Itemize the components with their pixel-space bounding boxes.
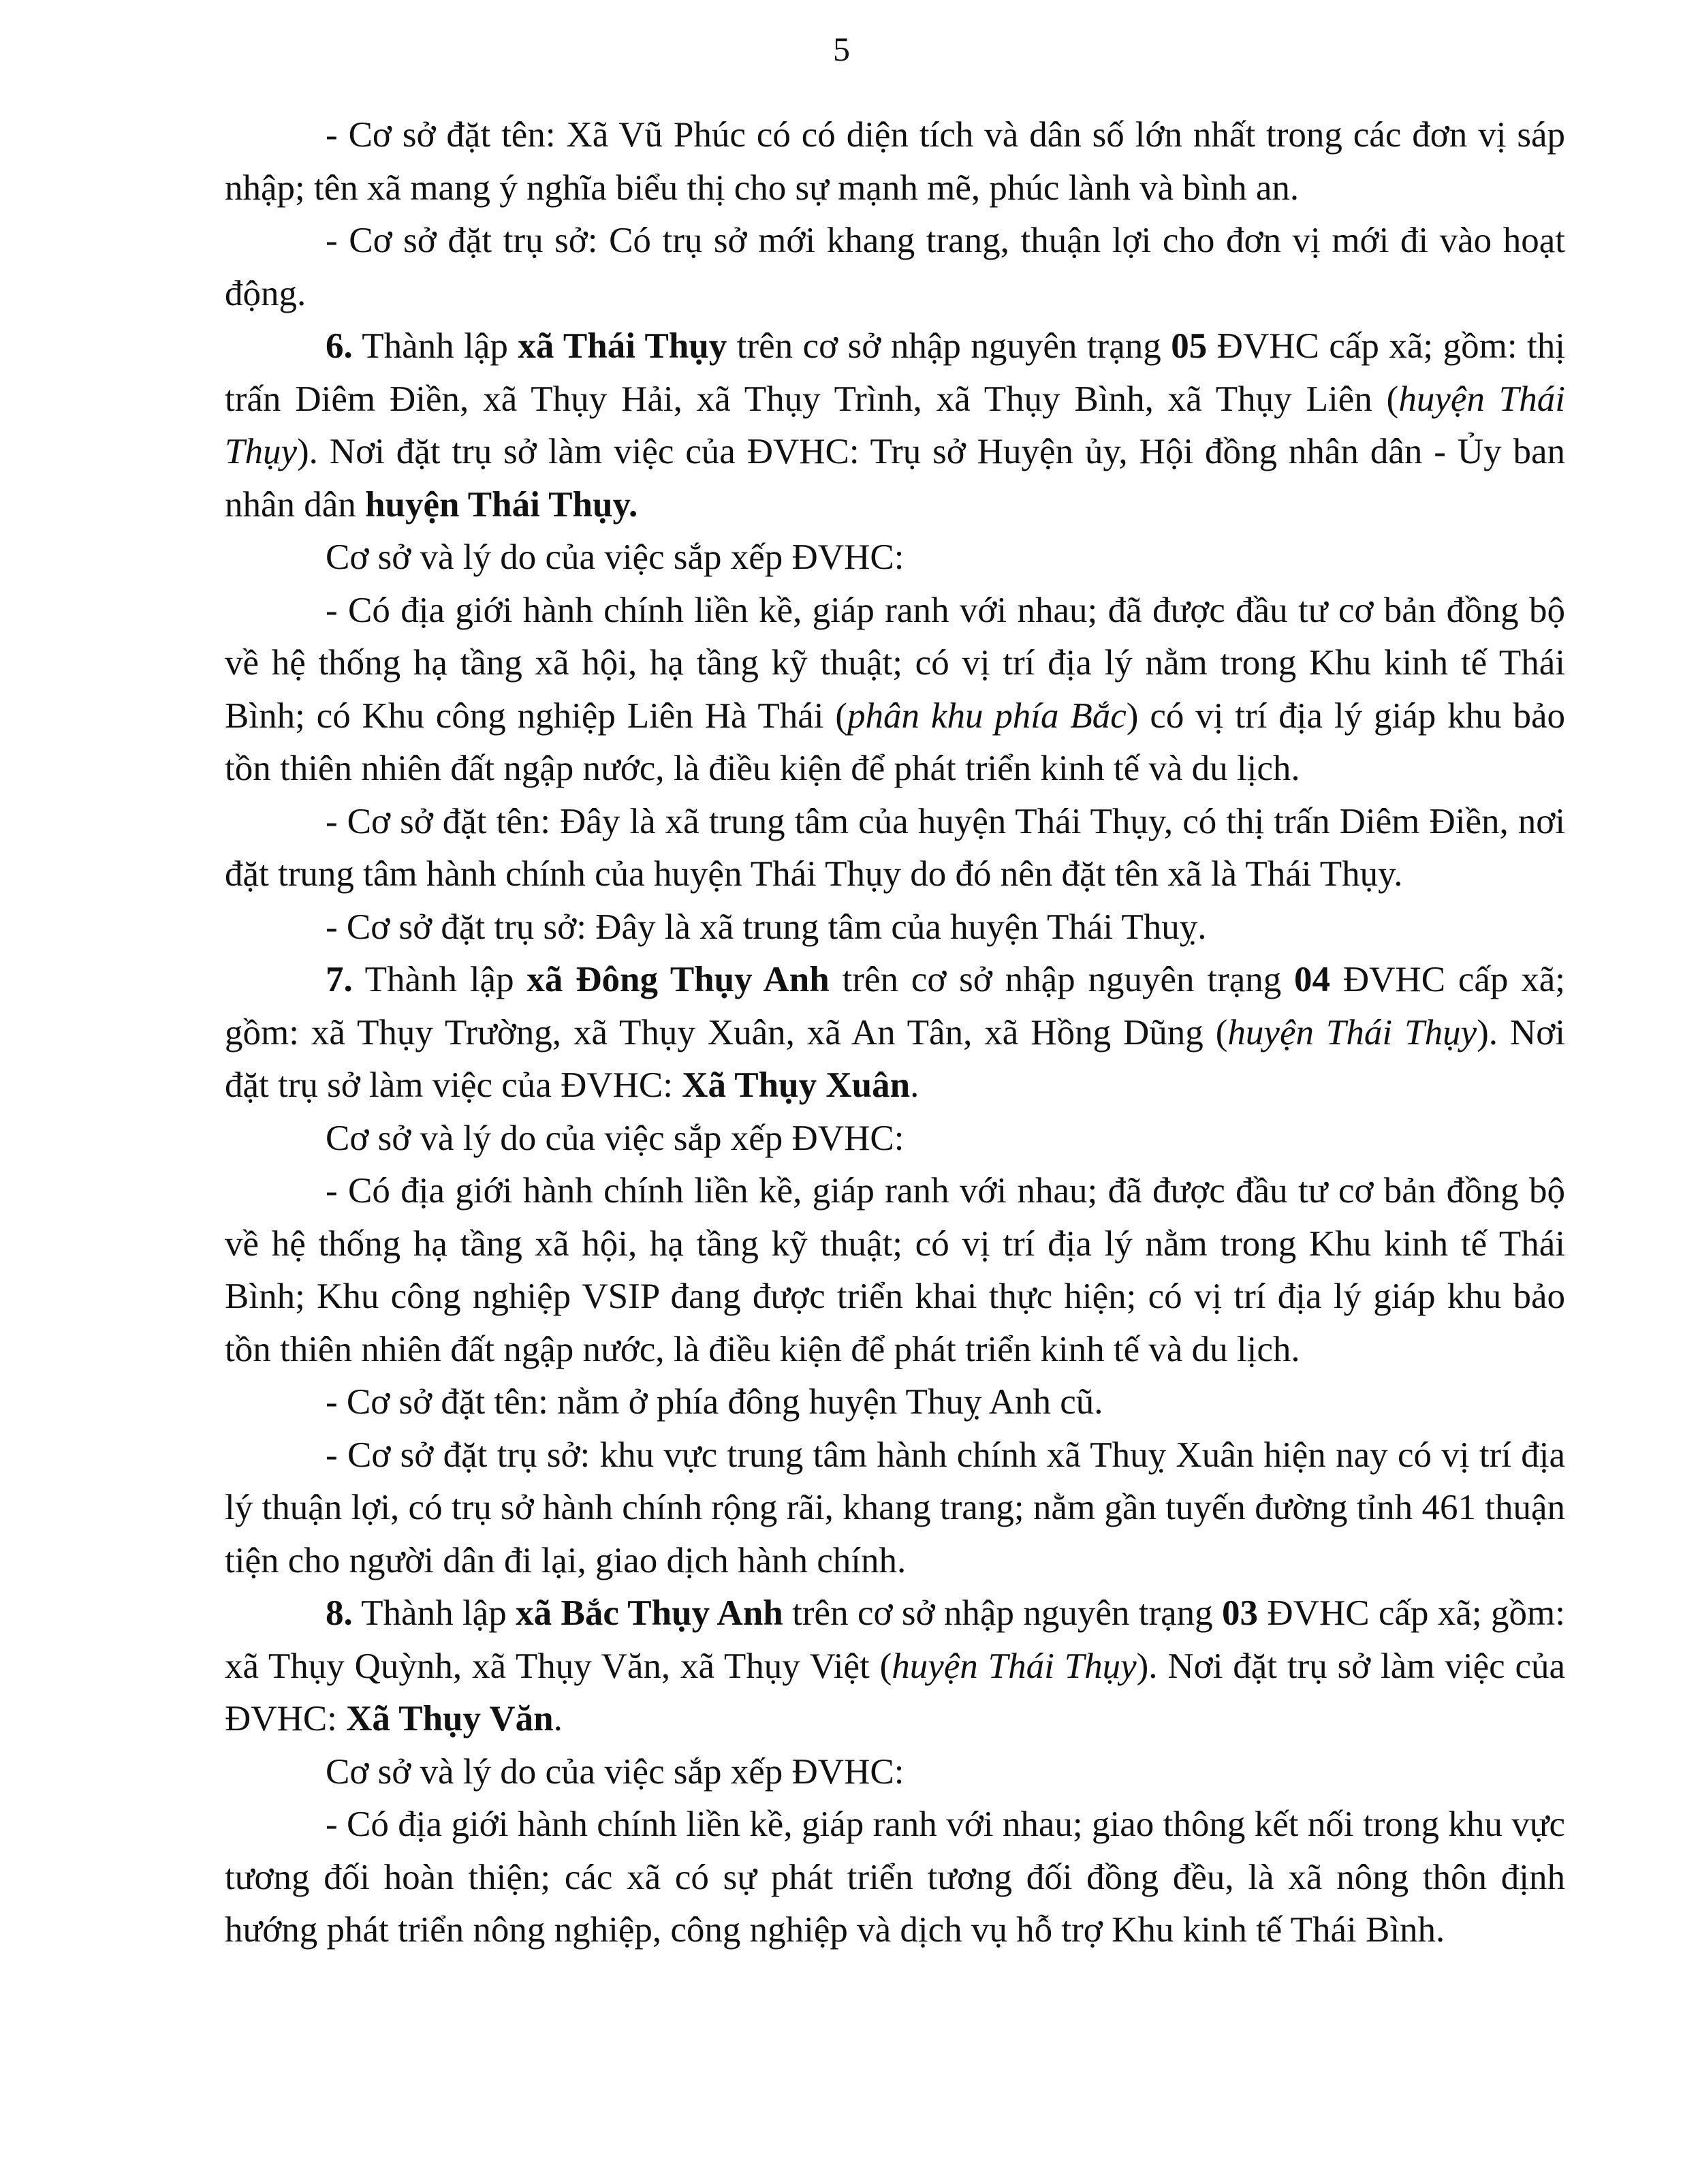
text-run: - Có địa giới hành chính liền kề, giáp ranh với nhau; đã được đầu tư cơ bản đồng bộ về hệ thống hạ tầng xã hội, hạ tầng kỹ thuật; có vị trí địa lý nằm trong Khu kinh tế Thái Bình; có Khu công nghiệp Liên Hà Thái ( [225, 590, 1565, 736]
paragraph [225, 954, 1565, 1112]
text-run: Thành lập [352, 326, 518, 366]
bold-text: 6. [326, 326, 353, 366]
paragraph [225, 796, 1565, 901]
page-number: 5 [833, 30, 850, 68]
text-run: - Có địa giới hành chính liền kề, giáp ranh với nhau; giao thông kết nối trong khu vực tương đối hoàn thiện; các xã có sự phát triển tương đối đồng đều, là xã nông thôn định hướng phát triển nông nghiệp, công nghiệp và dịch vụ hỗ trợ Khu kinh tế Thái Bình. [225, 1805, 1565, 1950]
bold-text: xã Bắc Thụy Anh [516, 1593, 783, 1633]
bold-text: xã Đông Thụy Anh [526, 960, 830, 999]
text-run: Cơ sở và lý do của việc sắp xếp ĐVHC: [326, 1118, 905, 1158]
document-body [225, 109, 1565, 1957]
text-run: Cơ sở và lý do của việc sắp xếp ĐVHC: [326, 1751, 905, 1792]
text-run: . [553, 1699, 563, 1738]
paragraph [225, 531, 1565, 584]
text-run: trên cơ sở nhập nguyên trạng [829, 960, 1295, 999]
italic-text: huyện Thái Thụy [1227, 1012, 1477, 1052]
bold-text: 04 [1294, 960, 1331, 999]
text-run: ĐVHC cấp xã; gồm: xã Thụy Quỳnh, xã Thụy Văn, xã Thụy Việt ( [225, 1593, 1565, 1686]
text-run: - Cơ sở đặt trụ sở: Đây là xã trung tâm của huyện Thái Thuỵ. [326, 907, 1207, 947]
text-run: ĐVHC cấp xã; gồm: thị trấn Diêm Điền, xã Thụy Hải, xã Thụy Trình, xã Thụy Bình, xã Thụy Liên ( [225, 326, 1565, 419]
text-run: ). Nơi đặt trụ sở làm việc của ĐVHC: [225, 1646, 1566, 1738]
bold-text: xã Thái Thụy [518, 326, 727, 366]
paragraph [225, 320, 1565, 531]
paragraph [225, 1376, 1565, 1429]
paragraph [225, 109, 1565, 215]
paragraph [225, 1746, 1565, 1799]
paragraph [225, 1587, 1565, 1746]
bold-text: 7. [326, 960, 353, 999]
paragraph [225, 1112, 1565, 1166]
text-run: . [910, 1065, 919, 1105]
text-run: Thành lập [352, 1593, 516, 1633]
bold-text: Xã Thụy Xuân [682, 1065, 911, 1105]
paragraph [225, 1798, 1565, 1957]
text-run: ĐVHC cấp xã; gồm: xã Thụy Trường, xã Thụy Xuân, xã An Tân, xã Hồng Dũng ( [225, 960, 1565, 1052]
text-run: - Cơ sở đặt trụ sở: Có trụ sở mới khang trang, thuận lợi cho đơn vị mới đi vào hoạt động. [225, 221, 1565, 313]
bold-text: 8. [326, 1593, 353, 1633]
text-run: Thành lập [352, 960, 527, 999]
bold-text: Xã Thụy Văn [346, 1699, 554, 1738]
text-run: ) có vị trí địa lý giáp khu bảo tồn thiên nhiên đất ngập nước, là điều kiện để phát triển kinh tế và du lịch. [225, 696, 1565, 788]
bold-text: 03 [1222, 1593, 1259, 1633]
text-run: - Cơ sở đặt tên: Đây là xã trung tâm của huyện Thái Thụy, có thị trấn Diêm Điền, nơi đặt trung tâm hành chính của huyện Thái Thụy do đó nên đặt tên xã là Thái Thụy. [225, 801, 1565, 894]
paragraph [225, 901, 1565, 954]
text-run: - Cơ sở đặt tên: nằm ở phía đông huyện Thuỵ Anh cũ. [326, 1382, 1103, 1422]
paragraph [225, 584, 1565, 796]
text-run: Cơ sở và lý do của việc sắp xếp ĐVHC: [326, 537, 905, 577]
text-run: trên cơ sở nhập nguyên trạng [783, 1593, 1223, 1633]
bold-text: 05 [1171, 326, 1208, 366]
paragraph [225, 215, 1565, 320]
text-run: ). Nơi đặt trụ sở làm việc của ĐVHC: Trụ sở Huyện ủy, Hội đồng nhân dân - Ủy ban nhân dân [225, 432, 1565, 525]
text-run: - Cơ sở đặt tên: Xã Vũ Phúc có có diện tích và dân số lớn nhất trong các đơn vị sáp nhập; tên xã mang ý nghĩa biểu thị cho sự mạnh mẽ, phúc lành và bình an. [225, 115, 1565, 208]
text-run: - Có địa giới hành chính liền kề, giáp ranh với nhau; đã được đầu tư cơ bản đồng bộ về hệ thống hạ tầng xã hội, hạ tầng kỹ thuật; có vị trí địa lý nằm trong Khu kinh tế Thái Bình; Khu công nghiệp VSIP đang được triển khai thực hiện; có vị trí địa lý giáp khu bảo tồn thiên nhiên đất ngập nước, là điều kiện để phát triển kinh tế và du lịch. [225, 1171, 1565, 1369]
text-run: ). Nơi đặt trụ sở làm việc của ĐVHC: [225, 1012, 1566, 1105]
paragraph [225, 1429, 1565, 1588]
italic-text: phân khu phía Bắc [847, 696, 1127, 736]
italic-text: huyện Thái Thụy [892, 1646, 1137, 1686]
paragraph [225, 1165, 1565, 1376]
text-run: trên cơ sở nhập nguyên trạng [727, 326, 1171, 366]
italic-text: huyện Thái Thụy [225, 379, 1565, 471]
text-run: - Cơ sở đặt trụ sở: khu vực trung tâm hành chính xã Thuỵ Xuân hiện nay có vị trí địa lý thuận lợi, có trụ sở hành chính rộng rãi, khang trang; nằm gần tuyến đường tỉnh 461 thuận tiện cho người dân đi lại, giao dịch hành chính. [225, 1435, 1565, 1580]
bold-text: huyện Thái Thụy. [365, 484, 638, 525]
